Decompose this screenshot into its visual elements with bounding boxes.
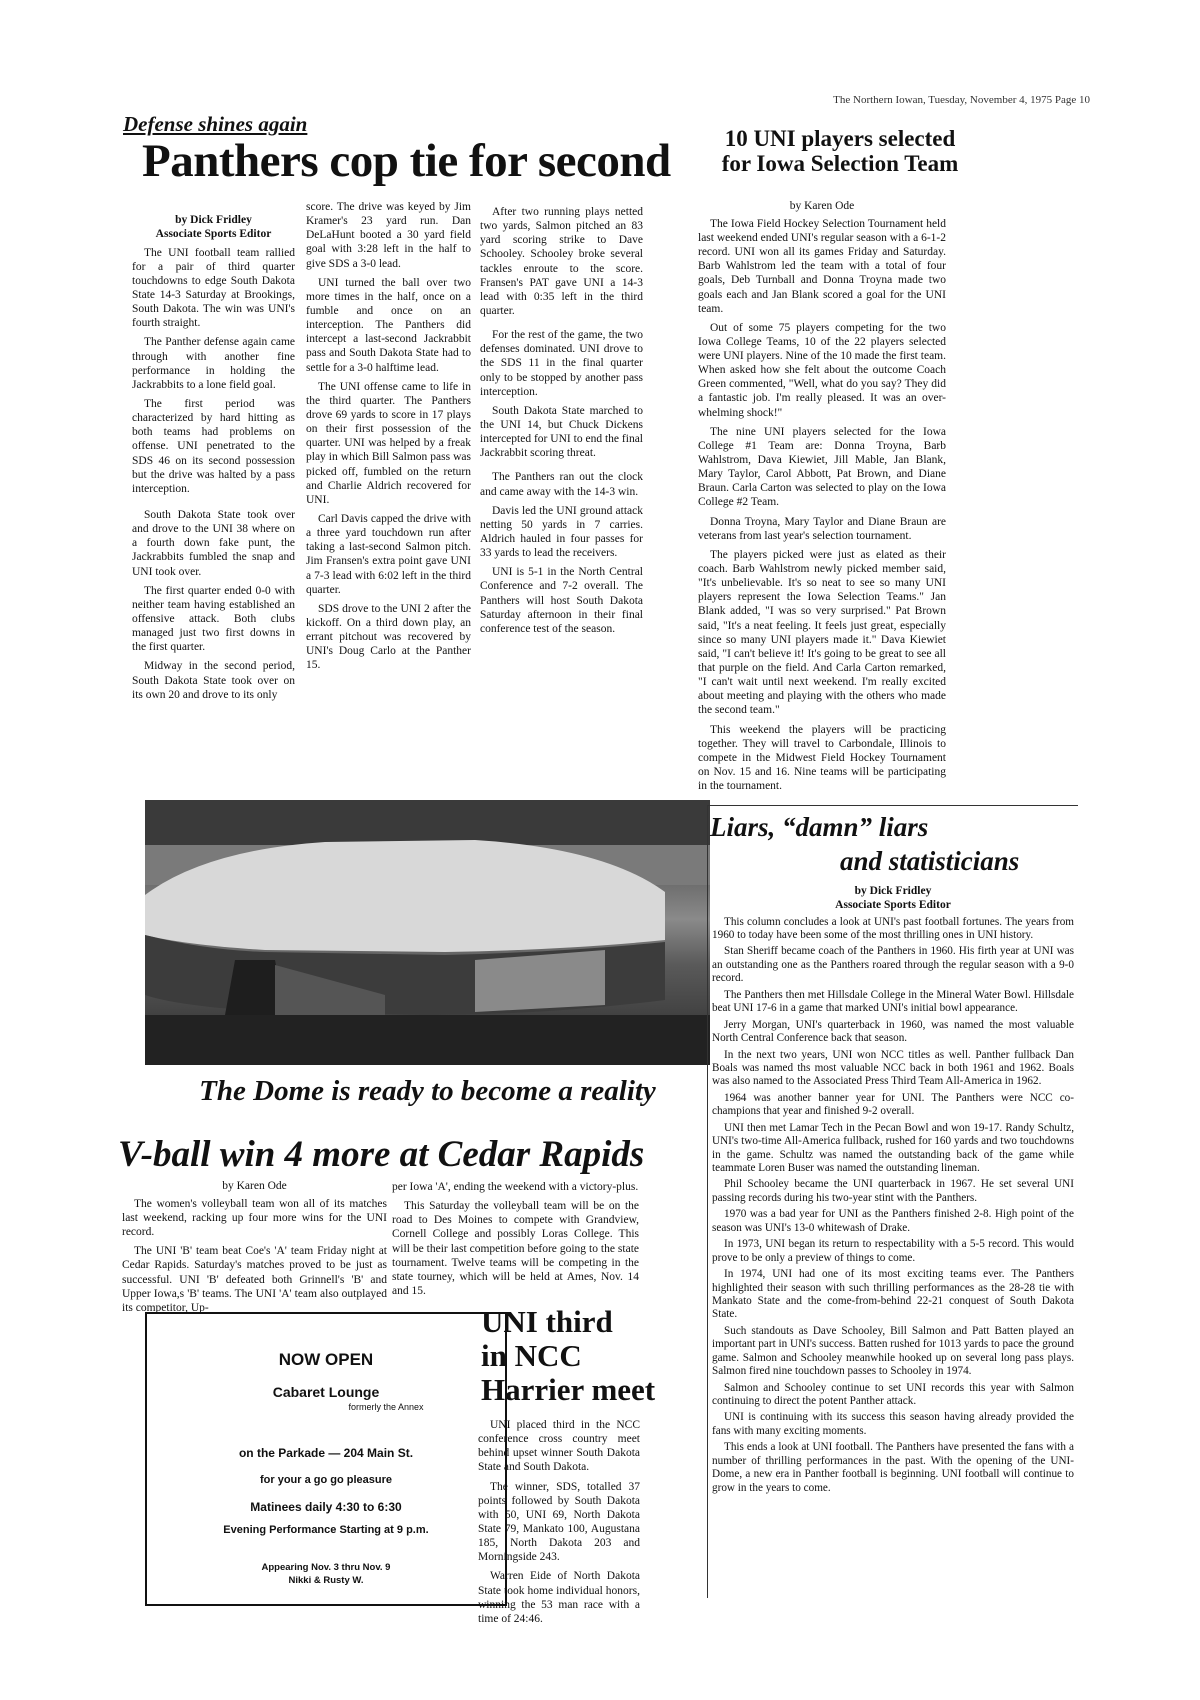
ad-matinees: Matinees daily 4:30 to 6:30 [250, 1500, 402, 1514]
kicker: Defense shines again [123, 112, 308, 136]
column-paragraph: In 1974, UNI had one of its most exciting teams ever. The Panthers highlighted their season with such thrilling performances as the 28-28 tie with Mankato State and the come-from-behind 22-21 conquest of South Dakota State. [712, 1268, 1074, 1321]
lead-paragraph: SDS drove to the UNI 2 after the kickoff. On a third down play, an errant pitchout was recovered by UNI's Doug Carlo at the Panther 15. [306, 602, 471, 672]
column-byline-title: Associate Sports Editor [835, 898, 951, 911]
cabaret-lounge-ad [145, 1312, 507, 1606]
lead-paragraph: South Dakota State marched to the UNI 14, but Chuck Dickens intercepted for UNI to end the final Jackrabbit scoring threat. [480, 404, 643, 460]
vball-paragraph: The UNI 'B' team beat Coe's 'A' team Friday night at Cedar Rapids. Saturday's matches proved to be just as successful. UNI 'B' defeated both Grinnell's 'B' and Upper Iowa,s 'B' teams. The UNI 'A' team also outplayed its competitor, Up- [122, 1245, 387, 1314]
lead-paragraph: The UNI football team rallied for a pair of third quarter touchdowns to edge South Dakota State 14-3 Saturday at Brookings, South Dakota. The win was UNI's fourth straight. [132, 246, 295, 330]
column-paragraph: UNI then met Lamar Tech in the Pecan Bowl and won 19-17. Randy Schultz, UNI's two-time All-America fullback, rushed for 160 yards and two touchdowns in the game. Schultz was named the outstanding back of the game while teammate Loren Buser was named the outstanding lineman. [712, 1121, 1074, 1175]
dome-illustration [145, 800, 710, 1065]
column-paragraph: Such standouts as Dave Schooley, Bill Salmon and Patt Batten played an important part in UNI's success. Batten rushed for 1013 yards to pace the ground game. Salmon and Schooley meanwhile hooked up on several long pass plays. Salmon fired nine touchdown passes to Schooley in 1974. [712, 1324, 1074, 1378]
lead-paragraph: Midway in the second period, South Dakota State took over on its own 20 and drove to its only [132, 660, 295, 701]
column-byline-name: by Dick Fridley [854, 885, 932, 897]
ad-evening: Evening Performance Starting at 9 p.m. [223, 1524, 429, 1536]
column-paragraph: In 1973, UNI began its return to respectability with a 5-5 record. This would prove to be only a preview of things to come. [712, 1238, 1074, 1264]
lead-story-col2 [306, 200, 471, 678]
column-paragraph: In the next two years, UNI won NCC titles as well. Panther fullback Dan Boals was named ths most valuable NCC back in both 1961 and 1962. Boals was also named to the Associated Press Third Team All-America in 1962. [712, 1048, 1074, 1088]
harrier-headline-line1: UNI third [481, 1304, 613, 1339]
hockey-byline: by Karen Ode [789, 200, 855, 212]
harrier-paragraph: Warren Eide of North Dakota State took home individual honors, winning the 53 man race with a time of 24:46. [478, 1570, 640, 1625]
ad-formerly: formerly the Annex [348, 1402, 424, 1412]
lead-paragraph: The first quarter ended 0-0 with neither team having established an offensive attack. Both clubs managed just two first downs in the first quarter. [132, 584, 295, 654]
column-paragraph: This ends a look at UNI football. The Panthers have presented the fans with a number of thrilling performances in the past. With the opening of the UNI-Dome, a new era in Panther football is beginning. UNI football will continue to grow in the years to come. [712, 1441, 1074, 1494]
vball-col1 [122, 1180, 387, 1320]
lead-story-col1 [132, 214, 295, 707]
ad-tagline: for your a go go pleasure [259, 1474, 393, 1486]
lead-paragraph: UNI is 5-1 in the North Central Conference and 7-2 overall. The Panthers will host South Dakota Saturday afternoon in their final conference test of the season. [480, 566, 643, 635]
lead-paragraph: Davis led the UNI ground attack netting 50 yards in 7 carries. Aldrich hauled in four passes for 33 yards to lead the receivers. [480, 504, 643, 560]
lead-paragraph: Carl Davis capped the drive with a three yard touchdown run after taking a last-second Salmon pitch. Jim Fransen's extra point gave UNI a 7-3 lead with 6:02 left in the third quarter. [306, 512, 471, 596]
hockey-headline-line2: for Iowa Selection Team [721, 151, 959, 177]
column-paragraph: 1970 was a bad year for UNI as the Panthers finished 2-8. High point of the season was UNI's 13-0 whitewash of Drake. [712, 1208, 1074, 1234]
hockey-paragraph: Donna Troyna, Mary Taylor and Diane Braun are veterans from last year's selection tournament. [698, 515, 946, 542]
hockey-paragraph: The Iowa Field Hockey Selection Tournament held last weekend ended UNI's regular season with a 6-1-2 record. UNI won all its games Friday and Saturday. Barb Wahlstrom led the team with a total of four goals, Deb Turnball and Donna Troyna made two goals each and Jan Blank scored a goal for the UNI team. [698, 217, 946, 315]
vball-paragraph: The women's volleyball team won all of its matches last weekend, racking up four more wins for the UNI record. [122, 1197, 387, 1239]
lead-paragraph: For the rest of the game, the two defenses dominated. UNI drove to the SDS 11 in the final quarter only to be stopped by another pass interception. [480, 329, 643, 398]
lead-paragraph: UNI turned the ball over two more times in the half, once on a fumble and once on an interception. The Panthers did intercept a last-second Jackrabbit pass and South Dakota State had to settle for a 3-0 halftime lead. [306, 276, 471, 374]
ad-venue-name: Cabaret Lounge [272, 1384, 380, 1400]
harrier-story [478, 1418, 640, 1631]
lead-paragraph: score. The drive was keyed by Jim Kramer's 23 yard run. Dan DeLaHunt booted a 30 yard field goal with 3:28 left in the half to give SDS a 3-0 lead. [306, 201, 471, 270]
vball-col2 [392, 1180, 639, 1303]
vball-byline: by Karen Ode [222, 1180, 287, 1192]
dome-photo [145, 800, 710, 1065]
column-paragraph: This column concludes a look at UNI's past football fortunes. The years from 1960 to today have been some of the most thrilling ones in UNI history. [712, 915, 1074, 942]
lead-byline-title: Associate Sports Editor [155, 227, 272, 240]
hockey-story [698, 200, 946, 798]
lead-paragraph: The Panther defense again came through with another fine performance in holding the Jackrabbits to a lone field goal. [132, 336, 295, 391]
vball-paragraph: per Iowa 'A', ending the weekend with a victory-plus. [392, 1181, 639, 1193]
ad-address: on the Parkade — 204 Main St. [238, 1446, 414, 1460]
harrier-paragraph: UNI placed third in the NCC conference cross country meet behind upset winner South Dakota State and South Dakota. [478, 1419, 640, 1474]
ad-now-open: NOW OPEN [278, 1350, 374, 1369]
column-paragraph: 1964 was another banner year for UNI. The Panthers were NCC co-champions that year and finished 9-2 overall. [712, 1091, 1074, 1118]
ad-performers: Nikki & Rusty W. [288, 1575, 364, 1586]
column-story [712, 885, 1074, 1498]
vball-headline: V-ball win 4 more at Cedar Rapids [118, 1134, 645, 1175]
ad-appearing: Appearing Nov. 3 thru Nov. 9 [261, 1562, 391, 1573]
column-paragraph: The Panthers then met Hillsdale College in the Mineral Water Bowl. Hillsdale beat UNI 17-6 in a game that marked UNI's initial bowl appearance. [712, 988, 1074, 1015]
lead-paragraph: The UNI offense came to life in the third quarter. The Panthers drove 69 yards to score in 17 plays on their first possession of the quarter. UNI was helped by a freak play in which Bill Salmon pass was picked off, fumbled on the return and Charlie Aldrich recovered for UNI. [306, 380, 471, 506]
column-paragraph: Stan Sheriff became coach of the Panthers in 1960. His firth year at UNI was an outstanding one as the Panthers roared through the regular season with a 9-0 record. [712, 945, 1074, 985]
hockey-headline [690, 126, 990, 177]
column-paragraph: Jerry Morgan, UNI's quarterback in 1960, was named the most valuable North Central Conference back that season. [712, 1018, 1074, 1045]
hockey-paragraph: This weekend the players will be practicing together. They will travel to Carbondale, Illinois to compete in the Midwest Field Hockey Tournament on Nov. 15 and 16. Nine teams will be participating in the tournament. [698, 723, 946, 793]
lead-byline-name: by Dick Fridley [175, 214, 252, 226]
lead-headline: Panthers cop tie for second [142, 135, 671, 187]
column-paragraph: Salmon and Schooley continue to set UNI records this year with Salmon continuing to direct the potent Panther attack. [712, 1381, 1074, 1408]
hockey-paragraph: The players picked were just as elated as their coach. Barb Wahlstrom newly picked member said, "It's unbelievable. It's so neat to see so many UNI players represent the Iowa Selection Teams." Jan Blank added, "I was so very surprised." Pat Brown said, "It's a neat feeling. It feels just great, especially since so many UNI players made it." Dava Kiewiet said, "I can't believe it! It's going to be great to see all that purple on the field. And Carla Carton remarked, "I can't wait until next weekend. I'm really excited about meeting and playing with the others who made the second team." [698, 548, 946, 717]
page-folio: The Northern Iowan, Tuesday, November 4, 1975 Page 10 [833, 94, 1090, 106]
harrier-paragraph: The winner, SDS, totalled 37 points followed by South Dakota with 50, UNI 69, North Dakota State 79, Mankato 100, Augustana 185, North Dakota 203 and Morningside 243. [478, 1480, 640, 1564]
hockey-paragraph: Out of some 75 players competing for the two Iowa College Teams, 10 of the 22 players selected were UNI players. Nine of the 10 made the first team. When asked how she felt about the outcome Coach Green commented, "Well, what do you say? They did a fantastic job. I'm really pleased. It was an over-whelming shock!" [698, 321, 946, 419]
harrier-headline-line3: Harrier meet [481, 1372, 656, 1408]
hockey-headline-line1: 10 UNI players selected [724, 126, 956, 151]
lead-paragraph: The first period was characterized by hard hitting as both teams had problems on offense. UNI penetrated to the SDS 46 on its second possession but the drive was halted by a pass interception. [132, 398, 295, 495]
harrier-headline [481, 1305, 655, 1407]
column-paragraph: Phil Schooley became the UNI quarterback in 1967. He set several UNI passing records during his two-year stint with the Panthers. [712, 1178, 1074, 1204]
photo-caption: The Dome is ready to become a reality [199, 1075, 656, 1107]
harrier-headline-line2: in NCC [481, 1338, 582, 1374]
vball-paragraph: This Saturday the volleyball team will be on the road to Des Moines to compete with Grandview, Cornell College and possibly Loras College. This will be their last competition before going to the state tournament. Twelve teams will be competing in the state tourney, which will be held at Ames, Nov. 14 and 15. [392, 1200, 639, 1297]
lead-paragraph: After two running plays netted two yards, Salmon pitched an 83 yard scoring strike to Dave Schooley. Schooley broke several tackles enroute to the score. Fransen's PAT gave UNI a 14-3 lead with 0:35 left in the third quarter. [480, 206, 643, 317]
lead-paragraph: The Panthers ran out the clock and came away with the 14-3 win. [480, 471, 643, 498]
hockey-paragraph: The nine UNI players selected for the Iowa College #1 Team are: Donna Troyna, Barb Wahlstrom, Dava Kiewiet, Jill Mable, Jan Blank, Mary Taylor, Carol Abbott, Pat Brown, and Diane Braun. Carla Carton was selected to play on the Iowa College #2 Team. [698, 425, 946, 509]
column-headline-line1: Liars, “damn” liars [710, 812, 929, 842]
column-headline-line2: and statisticians [840, 846, 1020, 876]
column-paragraph: UNI is continuing with its success this season having already provided the fans with many exciting moments. [712, 1411, 1074, 1437]
lead-story-col3 [480, 205, 643, 641]
lead-paragraph: South Dakota State took over and drove to the UNI 38 where on a fourth down fake punt, the Jackrabbits fumbled the snap and UNI took over. [132, 508, 295, 578]
